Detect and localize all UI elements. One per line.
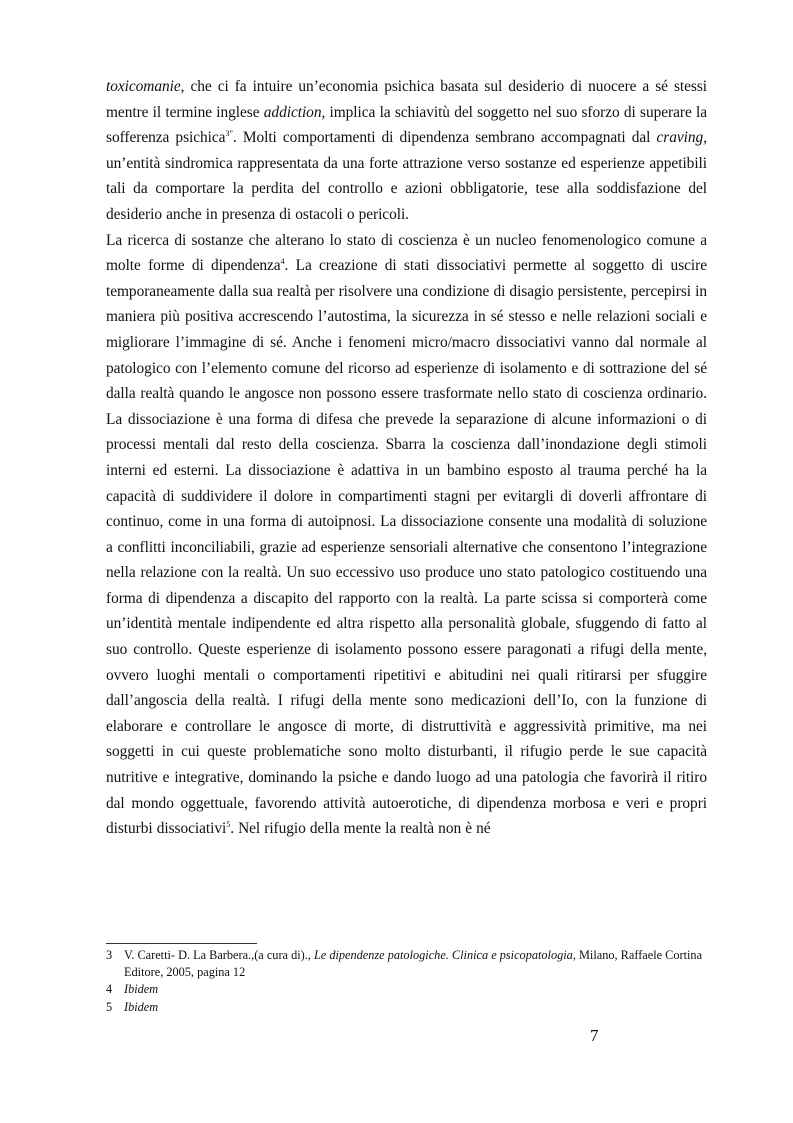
paragraph-2-text-a: La ricerca di sostanze che alterano lo stato di coscienza è un nucleo fenomenologico comune a molte forme di dipendenza [106,231,707,275]
paragraph-1-text-d: , un’entità sindromica rappresentata da una forte attrazione verso sostanze ed esperienze appetibili tali da comportare la perdita del controllo e azioni obbligatorie, tese alla soddisfazione del desiderio anche in presenza di ostacoli o pericoli. [106,129,707,223]
footnote-5 [106,999,706,1016]
footnotes [106,947,706,1016]
term-toxicomanie: toxicomanie [106,78,181,95]
term-addiction: addiction, [263,103,326,121]
footnote-3-publisher: , Milano, Raffaele Cortina Editore, 2005, pagina 12 [124,948,703,980]
footnote-number: 5 [106,999,113,1014]
footnote-3 [106,947,706,981]
footnote-4 [106,981,706,998]
footnote-text [124,999,706,1016]
footnote-4-ibidem: Ibidem [124,982,159,997]
footnote-ref-5[interactable]: 5 [226,820,231,830]
term-craving: craving [656,129,704,147]
paragraph-1-text-c: . Molti comportamenti di dipendenza sembrano accompagnati dal [232,129,657,147]
footnote-5-ibidem: Ibidem [124,999,159,1014]
body-text [106,74,707,842]
footnote-number: 3 [106,948,113,962]
footnote-ref-4[interactable]: 4 [280,257,285,267]
footnote-3-title: Le dipendenze patologiche. Clinica e psicopatologia [313,948,573,962]
paragraph-1 [106,74,707,228]
footnote-text [124,947,706,981]
footnote-3-authors: V. Caretti- D. La Barbera.,(a cura di)., [124,948,314,962]
paragraph-1-text-b: implica la schiavitù del soggetto nel suo sforzo di superare la sofferenza psichica [106,103,707,147]
paragraph-1-text-a: , che ci fa intuire un’economia psichica basata sul desiderio di nuocere a sé stessi mentre il termine inglese [106,78,707,121]
footnote-number: 4 [106,982,113,997]
footnote-separator [106,943,257,944]
footnote-text [124,981,706,998]
paragraph-2-text-c: . Nel rifugio della mente la realtà non è né [230,820,491,838]
footnote-ref-3[interactable]: 3” [225,129,233,139]
page-number: 7 [590,1026,599,1045]
paragraph-2 [106,228,707,842]
paragraph-2-text-b: . La creazione di stati dissociativi permette al soggetto di uscire temporaneamente dalla sua realtà per risolvere una condizione di disagio persistente, percepirsi in maniera più positiva accrescendo l’autostima, la sicurezza in sé stesso e nelle relazioni sociali e migliorare l’immagine di sé. Anche i fenomeni micro/macro dissociativi vanno dal normale al patologico con l’elemento comune del ricorso ad esperienze di isolamento e di sottrazione del sé dalla realtà quando le angosce non possono essere trasformate nello stato di coscienza ordinario. La dissociazione è una forma di difesa che prevede la separazione di alcune informazioni o di processi mentali dal resto della coscienza. Sbarra la coscienza dall’inondazione degli stimoli interni ed esterni. La dissociazione è adattiva in un bambino esposto al trauma perché ha la capacità di suddividere il dolore in compartimenti stagni per evitargli di doverli affrontare di continuo, come in una forma di autoipnosi. La dissociazione consente una modalità di soluzione a conflitti inconciliabili, grazie ad esperienze sensoriali alternative che consentono l’integrazione nella relazione con la realtà. Un suo eccessivo uso produce uno stato patologico costituendo una forma di dipendenza a discapito del rapporto con la realtà. La parte scissa si comporterà come un’identità mentale indipendente ed altra rispetto alla personalità globale, sfuggendo di fatto al suo controllo. Queste esperienze di isolamento possono essere paragonati a rifugi della mente, ovvero luoghi mentali o comportamenti ripetitivi e abitudini nei quali ritirarsi per sfuggire dall’angoscia della realtà. I rifugi della mente sono medicazioni dell’Io, con la funzione di elaborare e controllare le angosce di morte, di distruttività e aggressività primitive, ma nei soggetti in cui queste problematiche sono molto disturbanti, il rifugio perde le sue capacità nutritive e integrative, dominando la psiche e dando luogo ad una patologia che favorirà il ritiro dal mondo oggettuale, favorendo attività autoerotiche, di dipendenza morbosa e veri e propri disturbi dissociativi [106,257,707,838]
